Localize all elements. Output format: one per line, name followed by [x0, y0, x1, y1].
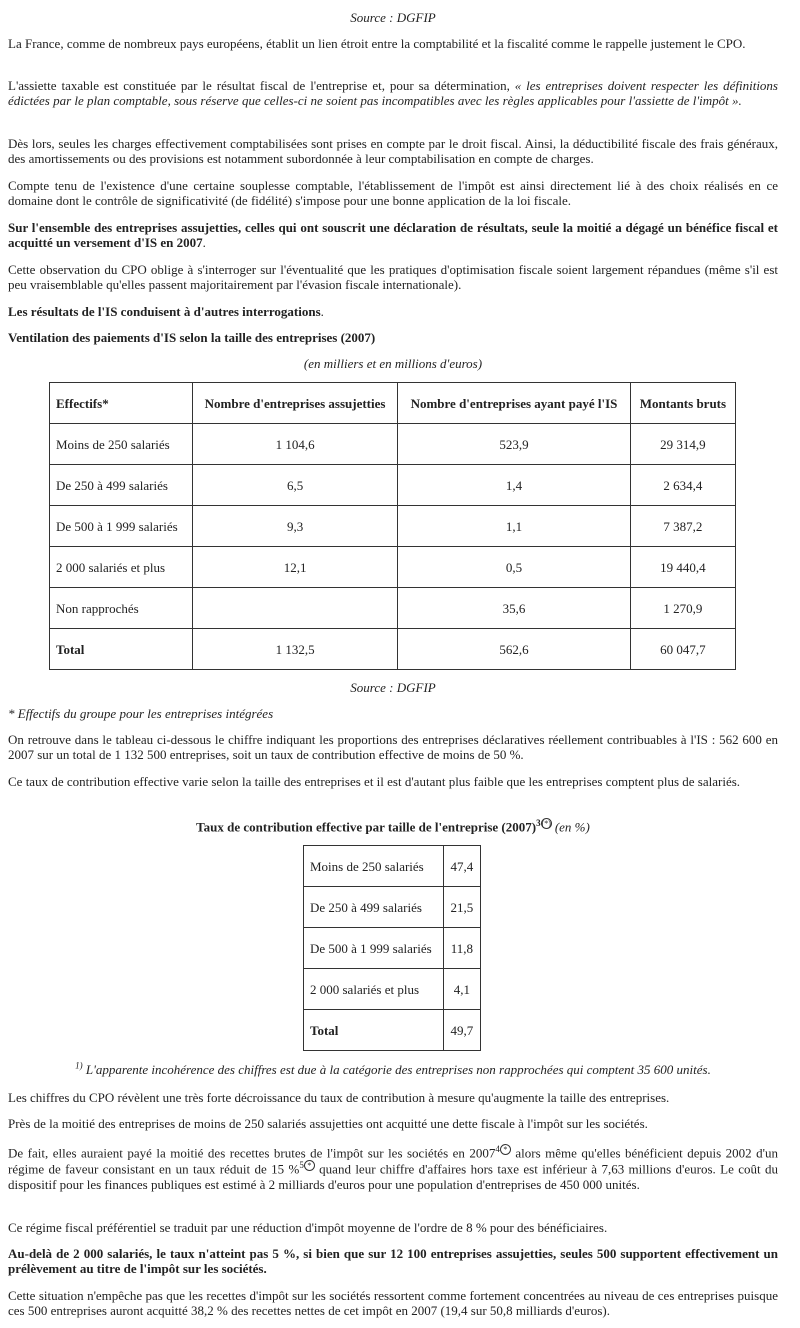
paragraph-6: Cette observation du CPO oblige à s'interroger sur l'éventualité que les pratiques d'optimisation fiscale soient largement répandues (même s'il est peu vraisemblable qu'elles passent majoritairement par l'évasion fiscale internationale). [8, 262, 778, 292]
table1-cell: Moins de 250 salariés [50, 424, 193, 465]
table1-header: Nombre d'entreprises assujetties [193, 383, 398, 424]
paragraph-13: Ce régime fiscal préférentiel se traduit par une réduction d'impôt moyenne de l'ordre de 8 % pour des bénéficiaires. [8, 1220, 608, 1235]
table1-cell: 0,5 [398, 547, 631, 588]
paragraph-7-bold: Les résultats de l'IS conduisent à d'autres interrogations [8, 304, 321, 319]
table1-header-row [50, 383, 736, 424]
table1-header: Nombre d'entreprises ayant payé l'IS [398, 383, 631, 424]
paragraph-14: Au-delà de 2 000 salariés, le taux n'atteint pas 5 %, si bien que sur 12 100 entreprises assujetties, seules 500 supportent effectivement un prélèvement au titre de l'impôt sur les sociétés. [8, 1246, 778, 1276]
table-row [50, 424, 736, 465]
table1-cell: 7 387,2 [630, 506, 735, 547]
table-row [50, 547, 736, 588]
paragraph-12-text-c: quand leur chiffre d'affaires hors taxe est inférieur à 7,63 millions d'euros. Le coût du dispositif pour les finances publiques est estimé à 2 milliards d'euros pour une population d'entreprises de 450 000 unités. [8, 1161, 778, 1192]
table2-cell: 2 000 salariés et plus [304, 969, 444, 1010]
paragraph-15: Cette situation n'empêche pas que les recettes d'impôt sur les sociétés ressortent comme fortement concentrées au niveau de ces entreprises puisque ces 500 entreprises auront acquitté 38,2 % des recettes nettes de cet impôt en 2007 (19,4 sur 50,8 milliards d'euros). [8, 1288, 778, 1318]
paragraph-12 [8, 1144, 778, 1192]
footnote-star-5[interactable]: * [304, 1160, 315, 1171]
table1-cell: 1,1 [398, 506, 631, 547]
table1-cell: De 500 à 1 999 salariés [50, 506, 193, 547]
table2-cell: 47,4 [443, 846, 480, 887]
table1-cell: 1 270,9 [630, 588, 735, 629]
table-row [304, 846, 481, 887]
table1-cell: 2 000 salariés et plus [50, 547, 193, 588]
paragraph-7-end: . [320, 304, 324, 319]
footnote-ref-4[interactable]: 4 [495, 1144, 500, 1154]
paragraph-2-quote: « les entreprises doivent respecter les définitions édictées par le plan comptable, sous réserve que celles-ci ne soient pas incompatibles avec les règles applicables pour l'assiette de l'impôt ». [8, 78, 778, 108]
table2-note-mark: 1) [75, 1060, 83, 1071]
table2-cell: 11,8 [443, 928, 480, 969]
table2-cell: 49,7 [443, 1010, 480, 1051]
paragraph-12-text-a: De fait, elles auraient payé la moitié des recettes brutes de l'impôt sur les sociétés en 2007 [8, 1145, 496, 1161]
paragraph-5 [8, 220, 778, 250]
paragraph-9: Ce taux de contribution effective varie selon la taille des entreprises et il est d'autant plus faible que les entreprises comptent plus de salariés. [8, 774, 741, 789]
table-row [50, 506, 736, 547]
table1-cell: De 250 à 499 salariés [50, 465, 193, 506]
paragraph-2 [8, 78, 778, 108]
table2-total-label: Total [304, 1010, 444, 1051]
table-row [50, 588, 736, 629]
paragraph-3: Dès lors, seules les charges effectivement comptabilisées sont prises en compte par le droit fiscal. Ainsi, la déductibilité fiscale des frais généraux, des amortissements ou des provisions est notamment subordonnée à leur comptabilisation en compte de charges. [8, 136, 778, 166]
table1-cell [193, 588, 398, 629]
table1-footnote: * Effectifs du groupe pour les entreprises intégrées [8, 706, 274, 721]
table-row [304, 928, 481, 969]
footnote-ref-5[interactable]: 5 [299, 1160, 304, 1171]
table-row [50, 465, 736, 506]
table1-cell: 19 440,4 [630, 547, 735, 588]
table1-cell: 2 634,4 [630, 465, 735, 506]
table2-note [8, 1062, 778, 1077]
table2-cell: 21,5 [443, 887, 480, 928]
table1 [49, 382, 736, 670]
table1-cell: 29 314,9 [630, 424, 735, 465]
source-label-top: Source : DGFIP [350, 10, 436, 25]
paragraph-11: Près de la moitié des entreprises de moins de 250 salariés assujetties ont acquitté une dette fiscale à l'impôt sur les sociétés. [8, 1116, 648, 1131]
paragraph-7 [8, 304, 778, 319]
table1-cell: 1 104,6 [193, 424, 398, 465]
table1-cell: 562,6 [398, 629, 631, 670]
table1-cell: 12,1 [193, 547, 398, 588]
table1-unit: (en milliers et en millions d'euros) [303, 356, 483, 371]
table2-cell: De 250 à 499 salariés [304, 887, 444, 928]
table2-cell: De 500 à 1 999 salariés [304, 928, 444, 969]
table1-header: Effectifs* [50, 383, 193, 424]
table-row [50, 629, 736, 670]
table2-title-text: Taux de contribution effective par taille de l'entreprise (2007) [196, 819, 537, 835]
table1-header: Montants bruts [630, 383, 735, 424]
footnote-star-4[interactable]: * [500, 1144, 511, 1155]
table1-cell: 60 047,7 [630, 629, 735, 670]
table2-unit: (en %) [554, 819, 590, 835]
paragraph-8: On retrouve dans le tableau ci-dessous le chiffre indiquant les proportions des entreprises déclaratives réellement contribuables à l'IS : 562 600 en 2007 sur un total de 1 132 500 entreprises, soit un taux de contribution effective de moins de 50 %. [8, 732, 778, 762]
table1-cell: 6,5 [193, 465, 398, 506]
table2-title-star: (*) [541, 819, 551, 828]
table2-note-text: L'apparente incohérence des chiffres est due à la catégorie des entreprises non rapprochées qui comptent 35 600 unités. [85, 1062, 711, 1077]
table2-title [8, 818, 778, 834]
table1-total-label: Total [50, 629, 193, 670]
paragraph-5-end: . [202, 235, 206, 250]
table1-cell: Non rapprochés [50, 588, 193, 629]
table-row [304, 887, 481, 928]
table1-cell: 523,9 [398, 424, 631, 465]
paragraph-10: Les chiffres du CPO révèlent une très forte décroissance du taux de contribution à mesure qu'augmente la taille des entreprises. [8, 1090, 670, 1105]
table1-source: Source : DGFIP [350, 680, 436, 695]
table-row [304, 969, 481, 1010]
table-row [304, 1010, 481, 1051]
table1-cell: 1 132,5 [193, 629, 398, 670]
table2-cell: Moins de 250 salariés [304, 846, 444, 887]
table1-cell: 1,4 [398, 465, 631, 506]
table2-title-sup: 3 [536, 818, 541, 828]
table1-cell: 35,6 [398, 588, 631, 629]
paragraph-4: Compte tenu de l'existence d'une certaine souplesse comptable, l'établissement de l'impôt est ainsi directement lié à des choix réalisés en ce domaine dont le contrôle de significativité (de fidélité) s'impose pour une bonne application de la loi fiscale. [8, 178, 778, 208]
paragraph-5-bold: Sur l'ensemble des entreprises assujetties, celles qui ont souscrit une déclaration de résultats, seule la moitié a dégagé un bénéfice fiscal et acquitté un versement d'IS en 2007 [8, 220, 778, 250]
table1-cell: 9,3 [193, 506, 398, 547]
paragraph-2-text: L'assiette taxable est constituée par le résultat fiscal de l'entreprise et, pour sa détermination, [8, 78, 515, 93]
paragraph-1: La France, comme de nombreux pays européens, établit un lien étroit entre la comptabilité et la fiscalité comme le rappelle justement le CPO. [8, 36, 746, 51]
table2-cell: 4,1 [443, 969, 480, 1010]
table1-title: Ventilation des paiements d'IS selon la taille des entreprises (2007) [8, 330, 376, 345]
table2 [303, 845, 481, 1051]
paragraph-12-text-b: alors même qu'elles bénéficient depuis 2002 d'un régime de faveur consistant en un taux réduit de 15 % [8, 1145, 778, 1177]
